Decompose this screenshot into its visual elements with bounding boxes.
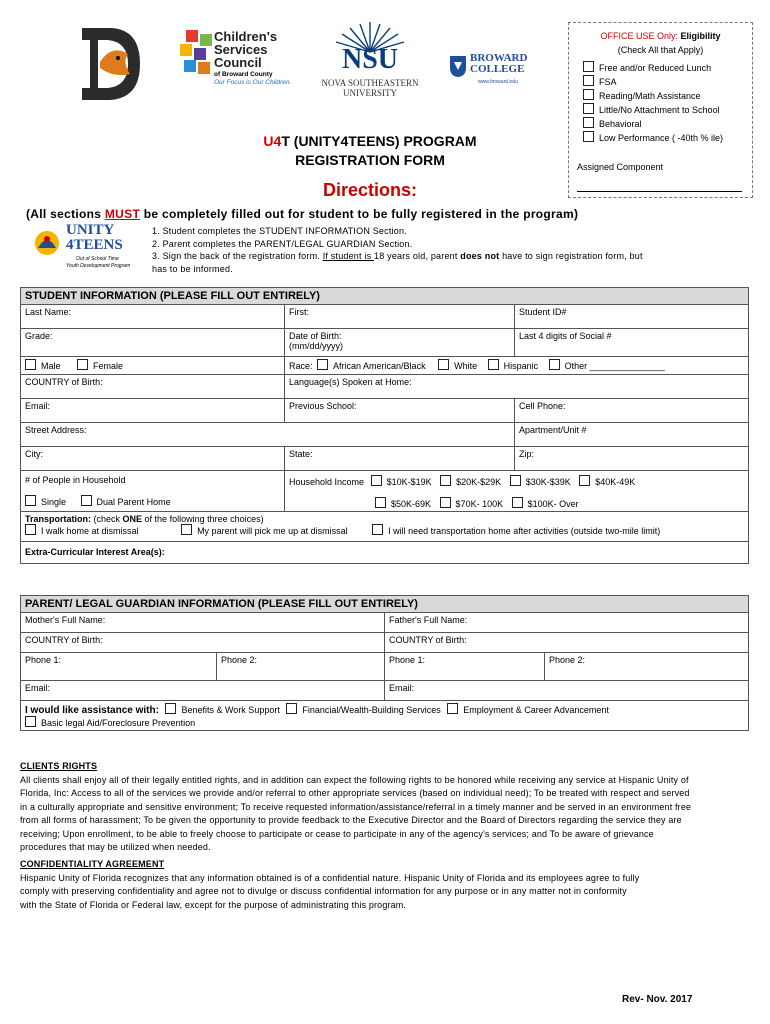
people-in-household-field[interactable]: # of People in Household (25, 475, 126, 485)
apartment-field[interactable]: Apartment/Unit # (515, 423, 749, 447)
confidentiality-section (20, 858, 752, 912)
parent-section-header: PARENT/ LEGAL GUARDIAN INFORMATION (PLEASE FILL OUT ENTIRELY) (21, 596, 749, 613)
title-u: U (263, 133, 274, 149)
eligibility-item[interactable]: Low Performance ( -40th % ile) (583, 131, 723, 145)
income-option[interactable]: $100K- Over (512, 499, 579, 509)
checkbox-icon (25, 495, 36, 506)
checkbox-icon (583, 89, 594, 100)
broward-college-logo (448, 52, 534, 92)
directions-steps (152, 225, 712, 275)
checkbox-icon (25, 359, 36, 370)
unity4teens-logo (34, 222, 144, 272)
childrens-services-council-logo (176, 28, 296, 100)
check-note: (Check All that Apply) (617, 45, 704, 55)
directions-heading: Directions: (322, 180, 418, 200)
unity-word: UNITY (66, 222, 115, 238)
checkbox-icon (549, 359, 560, 370)
gender-cell (21, 357, 285, 375)
extracurricular-field[interactable]: Extra-Curricular Interest Area(s): (21, 542, 749, 564)
country-of-birth-field[interactable]: COUNTRY of Birth: (21, 375, 285, 399)
checkbox-icon (317, 359, 328, 370)
checkbox-icon (440, 475, 451, 486)
dolphins-d-logo (78, 22, 144, 104)
checkbox-icon (510, 475, 521, 486)
assigned-component-label: Assigned Component (577, 162, 664, 172)
eligibility-item[interactable]: Reading/Math Assistance (583, 89, 723, 103)
rights-line: All clients shall enjoy all of their legally entitled rights, and in addition can expect the following rights to be honored while receiving any service at Hispanic Unity of (20, 774, 689, 785)
city-field[interactable]: City: (21, 447, 285, 471)
transport-option[interactable]: I will need transportation home after activities (outside two-mile limit) (372, 526, 660, 536)
mother-email-field[interactable]: Email: (21, 681, 385, 701)
csc-line2: Services (214, 42, 268, 57)
father-phone2-field[interactable]: Phone 2: (545, 653, 749, 681)
income-option[interactable]: $30K-$39K (510, 477, 571, 487)
income-option[interactable]: $40K-49K (579, 477, 635, 487)
transport-option[interactable]: My parent will pick me up at dismissal (181, 526, 348, 536)
broward-url: www.broward.edu (478, 79, 518, 85)
single-option[interactable]: Single (25, 497, 66, 507)
income-option[interactable]: $50K-69K (375, 499, 431, 509)
father-email-field[interactable]: Email: (385, 681, 749, 701)
dob-field[interactable]: Date of Birth: (mm/dd/yyyy) (285, 329, 515, 357)
parent-info-table (20, 595, 749, 731)
step-3-cont: has to be informed. (152, 263, 233, 274)
checkbox-icon (488, 359, 499, 370)
last-name-field[interactable]: Last Name: (21, 305, 285, 329)
checkbox-icon (583, 131, 594, 142)
mother-country-field[interactable]: COUNTRY of Birth: (21, 633, 385, 653)
csc-line1: Children's (214, 29, 278, 44)
assistance-option[interactable]: Financial/Wealth-Building Services (286, 705, 440, 715)
checkbox-icon (440, 497, 451, 508)
office-use-label: OFFICE USE Only: (600, 31, 678, 41)
income-option[interactable]: $70K- 100K (440, 499, 504, 509)
race-cell: Race: African American/Black White Hispanic Other _______________ (285, 357, 749, 375)
checkbox-icon (512, 497, 523, 508)
income-option[interactable]: $20K-$29K (440, 477, 501, 487)
step-2: 2. Parent completes the PARENT/LEGAL GUARDIAN Section. (152, 238, 413, 249)
checkbox-icon (583, 75, 594, 86)
male-option[interactable]: Male (25, 361, 61, 371)
checkbox-icon (81, 495, 92, 506)
confidentiality-line: with the State of Florida or Federal law, except for the purpose of administrating this program. (20, 899, 407, 910)
checkbox-icon (447, 703, 458, 714)
checkbox-icon (579, 475, 590, 486)
assistance-cell: I would like assistance with: Benefits & Work Support Financial/Wealth-Building Services Employment & Career Advancement Basic legal Aid/Foreclosure Prevention (21, 701, 749, 731)
eligibility-item[interactable]: FSA (583, 75, 723, 89)
checkbox-icon (583, 61, 594, 72)
eligibility-item[interactable]: Behavioral (583, 117, 723, 131)
rights-line: from all forms of harassment; To be given the opportunity to provide feedback to the Executive Director and the Board of Directors regarding the service they are (20, 815, 682, 825)
checkbox-icon (181, 524, 192, 535)
rights-line: receiving; Upon enrollment, to be able to freely choose to participate or cease to participate in any of the agency's services; and To be aware of grievance (20, 828, 654, 839)
zip-field[interactable]: Zip: (515, 447, 749, 471)
confidentiality-line: comply with preserving confidentiality and agree not to divulge or discuss confidential information for any purpose or in any matter not in conformity (20, 886, 627, 896)
assistance-option[interactable]: Basic legal Aid/Foreclosure Prevention (25, 718, 195, 728)
race-option[interactable]: White (438, 361, 477, 371)
race-option[interactable]: Hispanic (488, 361, 539, 371)
mother-phone1-field[interactable]: Phone 1: (21, 653, 217, 681)
father-phone1-field[interactable]: Phone 1: (385, 653, 545, 681)
father-name-field[interactable]: Father's Full Name: (385, 613, 749, 633)
female-option[interactable]: Female (77, 361, 123, 371)
race-option[interactable]: Other _______________ (549, 361, 665, 371)
checkbox-icon (25, 716, 36, 727)
race-option[interactable]: African American/Black (317, 361, 426, 371)
cell-phone-field[interactable]: Cell Phone: (515, 399, 749, 423)
previous-school-field[interactable]: Previous School: (285, 399, 515, 423)
title-four: 4 (273, 133, 282, 149)
checkbox-icon (77, 359, 88, 370)
street-address-field[interactable]: Street Address: (21, 423, 515, 447)
office-use-box (568, 22, 753, 198)
first-name-field[interactable]: First: (285, 305, 515, 329)
checkbox-icon (286, 703, 297, 714)
transport-option[interactable]: I walk home at dismissal (25, 526, 139, 536)
checkbox-icon (438, 359, 449, 370)
checkbox-icon (371, 475, 382, 486)
checkbox-icon (583, 103, 594, 114)
assistance-option[interactable]: Employment & Career Advancement (447, 705, 609, 715)
languages-field[interactable]: Language(s) Spoken at Home: (285, 375, 749, 399)
checkbox-icon (583, 117, 594, 128)
rights-line: Florida, Inc: Access to all of the services we provide and/or referral to other appropriate services (based on individual need); To be treated with respect and served (20, 788, 690, 798)
unity-tag1: Out of School Time (76, 256, 119, 262)
father-country-field[interactable]: COUNTRY of Birth: (385, 633, 749, 653)
rights-line: procedures that may be utilized when needed. (20, 842, 211, 852)
csc-line3: Council (214, 55, 262, 70)
mother-name-field[interactable]: Mother's Full Name: (21, 613, 385, 633)
email-field[interactable]: Email: (21, 399, 285, 423)
checkbox-icon (375, 497, 386, 508)
nsu-name1: NOVA SOUTHEASTERN (321, 78, 419, 88)
unity-tag2: Youth Development Program (66, 263, 131, 269)
checkbox-icon (372, 524, 383, 535)
title-rest: T (UNITY4TEENS) PROGRAM (281, 133, 477, 149)
eligibility-item[interactable]: Free and/or Reduced Lunch (583, 61, 723, 75)
grade-field[interactable]: Grade: (21, 329, 285, 357)
nsu-logo (312, 18, 428, 100)
state-field[interactable]: State: (285, 447, 515, 471)
nsu-name2: UNIVERSITY (343, 88, 397, 98)
form-title (240, 132, 500, 170)
student-section-header: STUDENT INFORMATION (PLEASE FILL OUT ENTIRELY) (21, 288, 749, 305)
eligibility-item[interactable]: Little/No Attachment to School (583, 103, 723, 117)
clients-rights-heading: CLIENTS RIGHTS (20, 761, 98, 771)
step-1: 1. Student completes the STUDENT INFORMATION Section. (152, 226, 407, 236)
confidentiality-line: Hispanic Unity of Florida recognizes that any information obtained is of a confidential nature. Hispanic Unity of Florida and its employees agree to fully (20, 872, 640, 883)
directions-subtitle: (All sections MUST be completely filled out for student to be fully registered in the program) (26, 207, 579, 221)
revision-date: Rev- Nov. 2017 (622, 994, 693, 1005)
household-cell (21, 471, 285, 512)
step-3: 3. Sign the back of the registration form. If student is 18 years old, parent does not have to sign registration form, but (152, 251, 643, 261)
eligibility-list (583, 61, 723, 145)
broward-line1: BROWARD (470, 52, 528, 64)
student-id-field[interactable]: Student ID# (515, 305, 749, 329)
dual-parent-option[interactable]: Dual Parent Home (81, 497, 171, 507)
confidentiality-heading: CONFIDENTIALITY AGREEMENT (20, 859, 165, 869)
csc-sub1: of Broward County (214, 71, 273, 78)
rights-line: in a culturally appropriate and sensitive environment; To receive requested information/assistance/referral in a timely manner and be served in an environment free (20, 801, 692, 812)
ssn-last4-field[interactable]: Last 4 digits of Social # (515, 329, 749, 357)
income-option[interactable]: $10K-$19K (371, 477, 432, 487)
title-line2: REGISTRATION FORM (295, 152, 445, 168)
assistance-option[interactable]: Benefits & Work Support (165, 705, 279, 715)
clients-rights-section (20, 760, 752, 855)
nsu-mark: NSU (341, 44, 398, 75)
checkbox-icon (25, 524, 36, 535)
household-income-cell: Household Income $10K-$19K $20K-$29K $30K-$39K $40K-49K $50K-69K $70K- 100K $100K- Over (285, 471, 749, 512)
teens-word: 4TEENS (66, 237, 123, 253)
student-info-table (20, 287, 749, 564)
mother-phone2-field[interactable]: Phone 2: (217, 653, 385, 681)
transportation-cell: Transportation: (check ONE of the following three choices) I walk home at dismissal My parent will pick me up at dismissal I will need transportation home after activities (outside two-mile limit) (21, 512, 749, 542)
eligibility-label: Eligibility (680, 31, 721, 41)
must-emphasis: MUST (104, 207, 141, 221)
csc-tagline: Our Focus is Our Children. (214, 79, 292, 86)
broward-line2: COLLEGE (470, 63, 525, 75)
checkbox-icon (165, 703, 176, 714)
